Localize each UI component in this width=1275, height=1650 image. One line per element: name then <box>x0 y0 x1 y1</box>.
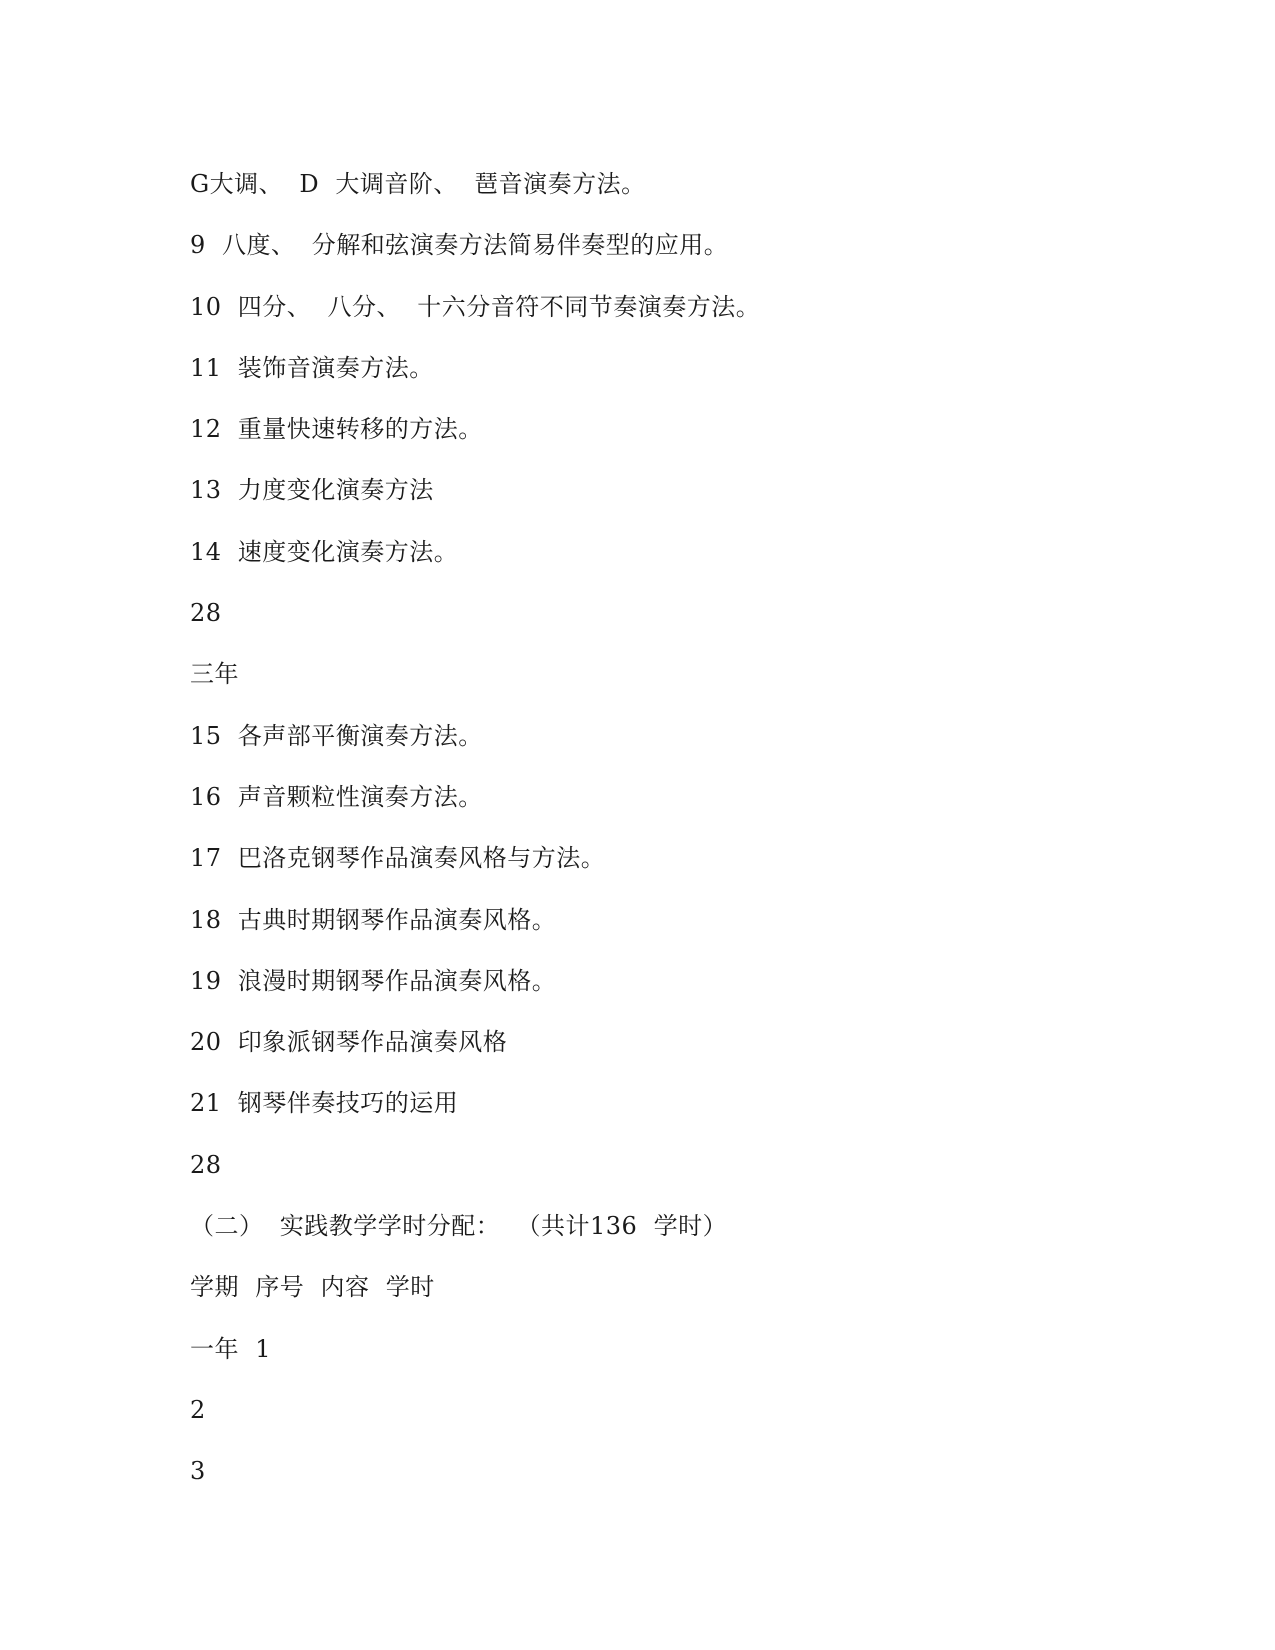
text-line: 19 浪漫时期钢琴作品演奏风格。 <box>190 966 557 995</box>
document-body <box>190 168 1190 1517</box>
table-row: 3 <box>190 1457 206 1486</box>
year-heading: 三年 <box>190 660 239 689</box>
table-row: 2 <box>190 1395 206 1424</box>
text-line: 17 巴洛克钢琴作品演奏风格与方法。 <box>190 844 606 873</box>
text-line: 21 钢琴伴奏技巧的运用 <box>190 1089 459 1118</box>
text-line: 18 古典时期钢琴作品演奏风格。 <box>190 905 557 934</box>
text-line: 10 四分、 八分、 十六分音符不同节奏演奏方法。 <box>190 292 761 321</box>
text-line: G大调、 D 大调音阶、 琶音演奏方法。 <box>190 170 646 198</box>
text-line: 11 装饰音演奏方法。 <box>190 353 434 382</box>
text-line: 9 八度、 分解和弦演奏方法简易伴奏型的应用。 <box>190 231 729 260</box>
hours-total: 28 <box>190 599 222 628</box>
text-line: 12 重量快速转移的方法。 <box>190 415 483 444</box>
text-line: 14 速度变化演奏方法。 <box>190 537 459 566</box>
hours-total: 28 <box>190 1150 222 1179</box>
table-row: 一年 1 <box>190 1334 272 1363</box>
text-line: 16 声音颗粒性演奏方法。 <box>190 782 483 811</box>
text-line: 13 力度变化演奏方法 <box>190 476 434 505</box>
section-heading: （二） 实践教学学时分配： （共计136 学时） <box>190 1212 728 1241</box>
text-line: 15 各声部平衡演奏方法。 <box>190 721 483 750</box>
table-header: 学期 序号 内容 学时 <box>190 1273 435 1302</box>
text-line: 20 印象派钢琴作品演奏风格 <box>190 1028 508 1057</box>
